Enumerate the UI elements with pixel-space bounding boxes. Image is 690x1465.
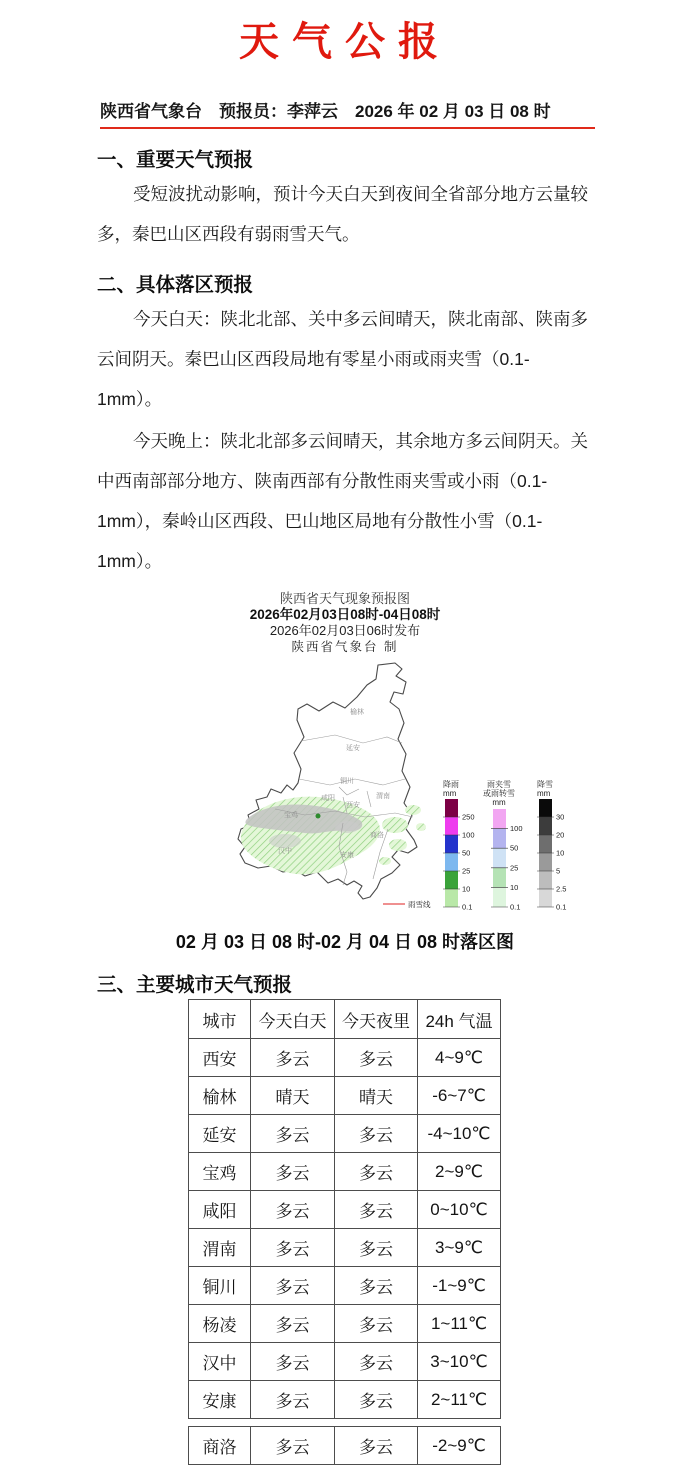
table-cell: 多云: [335, 1267, 418, 1305]
city-table-header-cell: 今天白天: [251, 1000, 335, 1039]
table-row: [189, 1229, 501, 1267]
legend-sleet-unit: mm: [492, 798, 506, 807]
legend-color-segment: [539, 889, 552, 907]
table-cell: 延安: [189, 1115, 251, 1153]
legend-color-segment: [493, 809, 506, 829]
table-cell: 多云: [335, 1427, 418, 1465]
map-title: 陕西省天气现象预报图: [279, 591, 410, 606]
map-caption: 02 月 03 日 08 时-02 月 04 日 08 时落区图: [175, 932, 515, 952]
table-cell: 多云: [251, 1305, 335, 1343]
section3-heading: 三、主要城市天气预报: [97, 974, 293, 996]
legend-tick-label: 100: [510, 824, 523, 834]
legend-rain-label: 降雨: [443, 780, 459, 789]
table-cell: 西安: [189, 1039, 251, 1077]
legend-tick-label: 2.5: [556, 884, 567, 894]
table-cell: -6~7℃: [418, 1077, 501, 1115]
table-cell: 多云: [335, 1381, 418, 1419]
table-cell: 多云: [335, 1305, 418, 1343]
city-weather-table: [188, 999, 501, 1419]
table-cell: 渭南: [189, 1229, 251, 1267]
legend-tick-label: 0.1: [462, 902, 473, 912]
legend-tick-label: 30: [556, 812, 565, 822]
legend-color-segment: [445, 835, 458, 853]
table-cell: 多云: [335, 1229, 418, 1267]
table-row: [189, 1381, 501, 1419]
table-cell: 多云: [251, 1343, 335, 1381]
table-cell: 多云: [251, 1229, 335, 1267]
table-cell: 晴天: [335, 1077, 418, 1115]
table-cell: 2~9℃: [418, 1153, 501, 1191]
map-city-label: 商洛: [370, 832, 384, 839]
map-city-label: 铜川: [340, 778, 354, 785]
map-issue-time: 2026年02月03日06时发布: [269, 623, 421, 638]
table-cell: 商洛: [189, 1427, 251, 1465]
city-table-header-cell: 24h 气温: [418, 1000, 501, 1039]
map-city-label: 汉中: [278, 848, 292, 855]
table-cell: 多云: [335, 1039, 418, 1077]
legend-color-segment: [445, 853, 458, 871]
city-table-header-cell: 城市: [189, 1000, 251, 1039]
table-row: [189, 1077, 501, 1115]
table-cell: 晴天: [251, 1077, 335, 1115]
map-city-label: 西安: [346, 802, 360, 809]
table-cell: 0~10℃: [418, 1191, 501, 1229]
table-cell: 榆林: [189, 1077, 251, 1115]
section1-heading: 一、重要天气预报: [97, 149, 254, 171]
table-cell: 多云: [251, 1381, 335, 1419]
legend-color-segment: [493, 829, 506, 849]
table-cell: 多云: [335, 1115, 418, 1153]
map-city-label: 榆林: [350, 709, 364, 716]
legend-tick-label: 25: [462, 866, 471, 876]
legend-tick-label: 50: [510, 843, 519, 853]
city-table-header-cell: 今天夜里: [335, 1000, 418, 1039]
legend-tick-label: 25: [510, 863, 519, 873]
legend-color-segment: [493, 848, 506, 868]
table-cell: 汉中: [189, 1343, 251, 1381]
table-cell: 铜川: [189, 1267, 251, 1305]
table-row: [189, 1343, 501, 1381]
table-cell: 多云: [251, 1039, 335, 1077]
table-cell: 3~10℃: [418, 1343, 501, 1381]
legend-color-segment: [539, 817, 552, 835]
legend-rain-bar: [443, 799, 475, 912]
legend-tick-label: 100: [462, 830, 475, 840]
table-row: [189, 1427, 501, 1465]
rain-snow-line-label: 雨雪线: [408, 900, 431, 909]
legend-tick-label: 10: [556, 848, 565, 858]
legend-rain-unit: mm: [443, 789, 457, 798]
legend-sleet-label-1: 雨夹雪: [487, 780, 511, 789]
table-cell: 宝鸡: [189, 1153, 251, 1191]
section2-paragraph-day: 今天白天：陕北北部、关中多云间晴天，陕北南部、陕南多云间阴天。秦巴山区西段局地有零星小雨或雨夹雪（0.1-1mm）。: [97, 309, 588, 409]
table-cell: -1~9℃: [418, 1267, 501, 1305]
table-cell: 多云: [335, 1191, 418, 1229]
map-city-label: 安康: [340, 852, 354, 859]
table-row: [189, 1305, 501, 1343]
table-cell: 多云: [335, 1153, 418, 1191]
legend-tick-label: 20: [556, 830, 565, 840]
table-cell: 2~11℃: [418, 1381, 501, 1419]
table-row: [189, 1267, 501, 1305]
map-producer: 陕西省气象台 制: [291, 640, 399, 654]
heavy-rain-spot: [316, 814, 321, 819]
city-table-header-row: [189, 1000, 501, 1039]
legend-tick-label: 10: [510, 882, 519, 892]
meta-line: [100, 97, 595, 129]
table-row: [189, 1115, 501, 1153]
shaanxi-forecast-map: [95, 657, 595, 922]
legend-color-segment: [539, 799, 552, 817]
map-city-label: 咸阳: [321, 795, 335, 802]
map-valid-period: 2026年02月03日08时-04日08时: [249, 607, 441, 622]
legend-color-segment: [493, 887, 506, 907]
legend-snow-label: 降雪: [537, 780, 553, 789]
table-cell: 咸阳: [189, 1191, 251, 1229]
legend-sleet-label-2: 或雨转雪: [483, 789, 515, 798]
section1-paragraph: 受短波扰动影响，预计今天白天到夜间全省部分地方云量较多，秦巴山区西段有弱雨雪天气。: [97, 184, 588, 244]
table-cell: -4~10℃: [418, 1115, 501, 1153]
city-table-main-body: [189, 1039, 501, 1419]
table-cell: 3~9℃: [418, 1229, 501, 1267]
table-cell: 1~11℃: [418, 1305, 501, 1343]
legend-tick-label: 10: [462, 884, 471, 894]
table-cell: 多云: [251, 1191, 335, 1229]
legend-tick-label: 5: [556, 866, 561, 876]
section2-heading: 二、具体落区预报: [97, 274, 254, 296]
legend-color-segment: [445, 799, 458, 817]
table-cell: 多云: [335, 1343, 418, 1381]
legend-color-segment: [445, 871, 458, 889]
table-row: [189, 1191, 501, 1229]
table-cell: -2~9℃: [418, 1427, 501, 1465]
legend-color-segment: [539, 871, 552, 889]
table-cell: 4~9℃: [418, 1039, 501, 1077]
table-cell: 多云: [251, 1115, 335, 1153]
legend-color-segment: [539, 835, 552, 853]
table-cell: 多云: [251, 1153, 335, 1191]
section2-paragraph-night: 今天晚上：陕北北部多云间晴天，其余地方多云间阴天。关中西南部部分地方、陕南西部有分散性雨夹雪或小雨（0.1-1mm），秦岭山区西段、巴山地区局地有分散性小雪（0.1-1mm）。: [97, 431, 588, 571]
map-city-label: 延安: [346, 745, 360, 752]
legend-snow-unit: mm: [537, 789, 551, 798]
map-city-label: 渭南: [376, 793, 390, 800]
table-row: [189, 1039, 501, 1077]
legend-color-segment: [445, 889, 458, 907]
table-cell: 多云: [251, 1427, 335, 1465]
map-city-label: 宝鸡: [284, 812, 298, 819]
legend-color-segment: [539, 853, 552, 871]
city-table-last-body: [189, 1427, 501, 1465]
table-cell: 多云: [251, 1267, 335, 1305]
legend-tick-label: 50: [462, 848, 471, 858]
legend-color-segment: [445, 817, 458, 835]
map-header: [0, 591, 690, 655]
legend-tick-label: 250: [462, 812, 475, 822]
legend-color-segment: [493, 868, 506, 888]
page-title: 天气公报: [239, 20, 451, 64]
table-cell: 杨凌: [189, 1305, 251, 1343]
legend-snow-bar: [537, 799, 566, 912]
city-weather-table-last-row: [188, 1426, 501, 1465]
legend-tick-label: 0.1: [556, 902, 567, 912]
legend-sleet-bar: [491, 809, 523, 912]
table-row: [189, 1153, 501, 1191]
meta-text: 陕西省气象台 预报员：李萍云 2026 年 02 月 03 日 08 时: [100, 102, 551, 121]
forecast-map-figure: [0, 591, 690, 954]
legend-tick-label: 0.1: [510, 902, 521, 912]
table-cell: 安康: [189, 1381, 251, 1419]
